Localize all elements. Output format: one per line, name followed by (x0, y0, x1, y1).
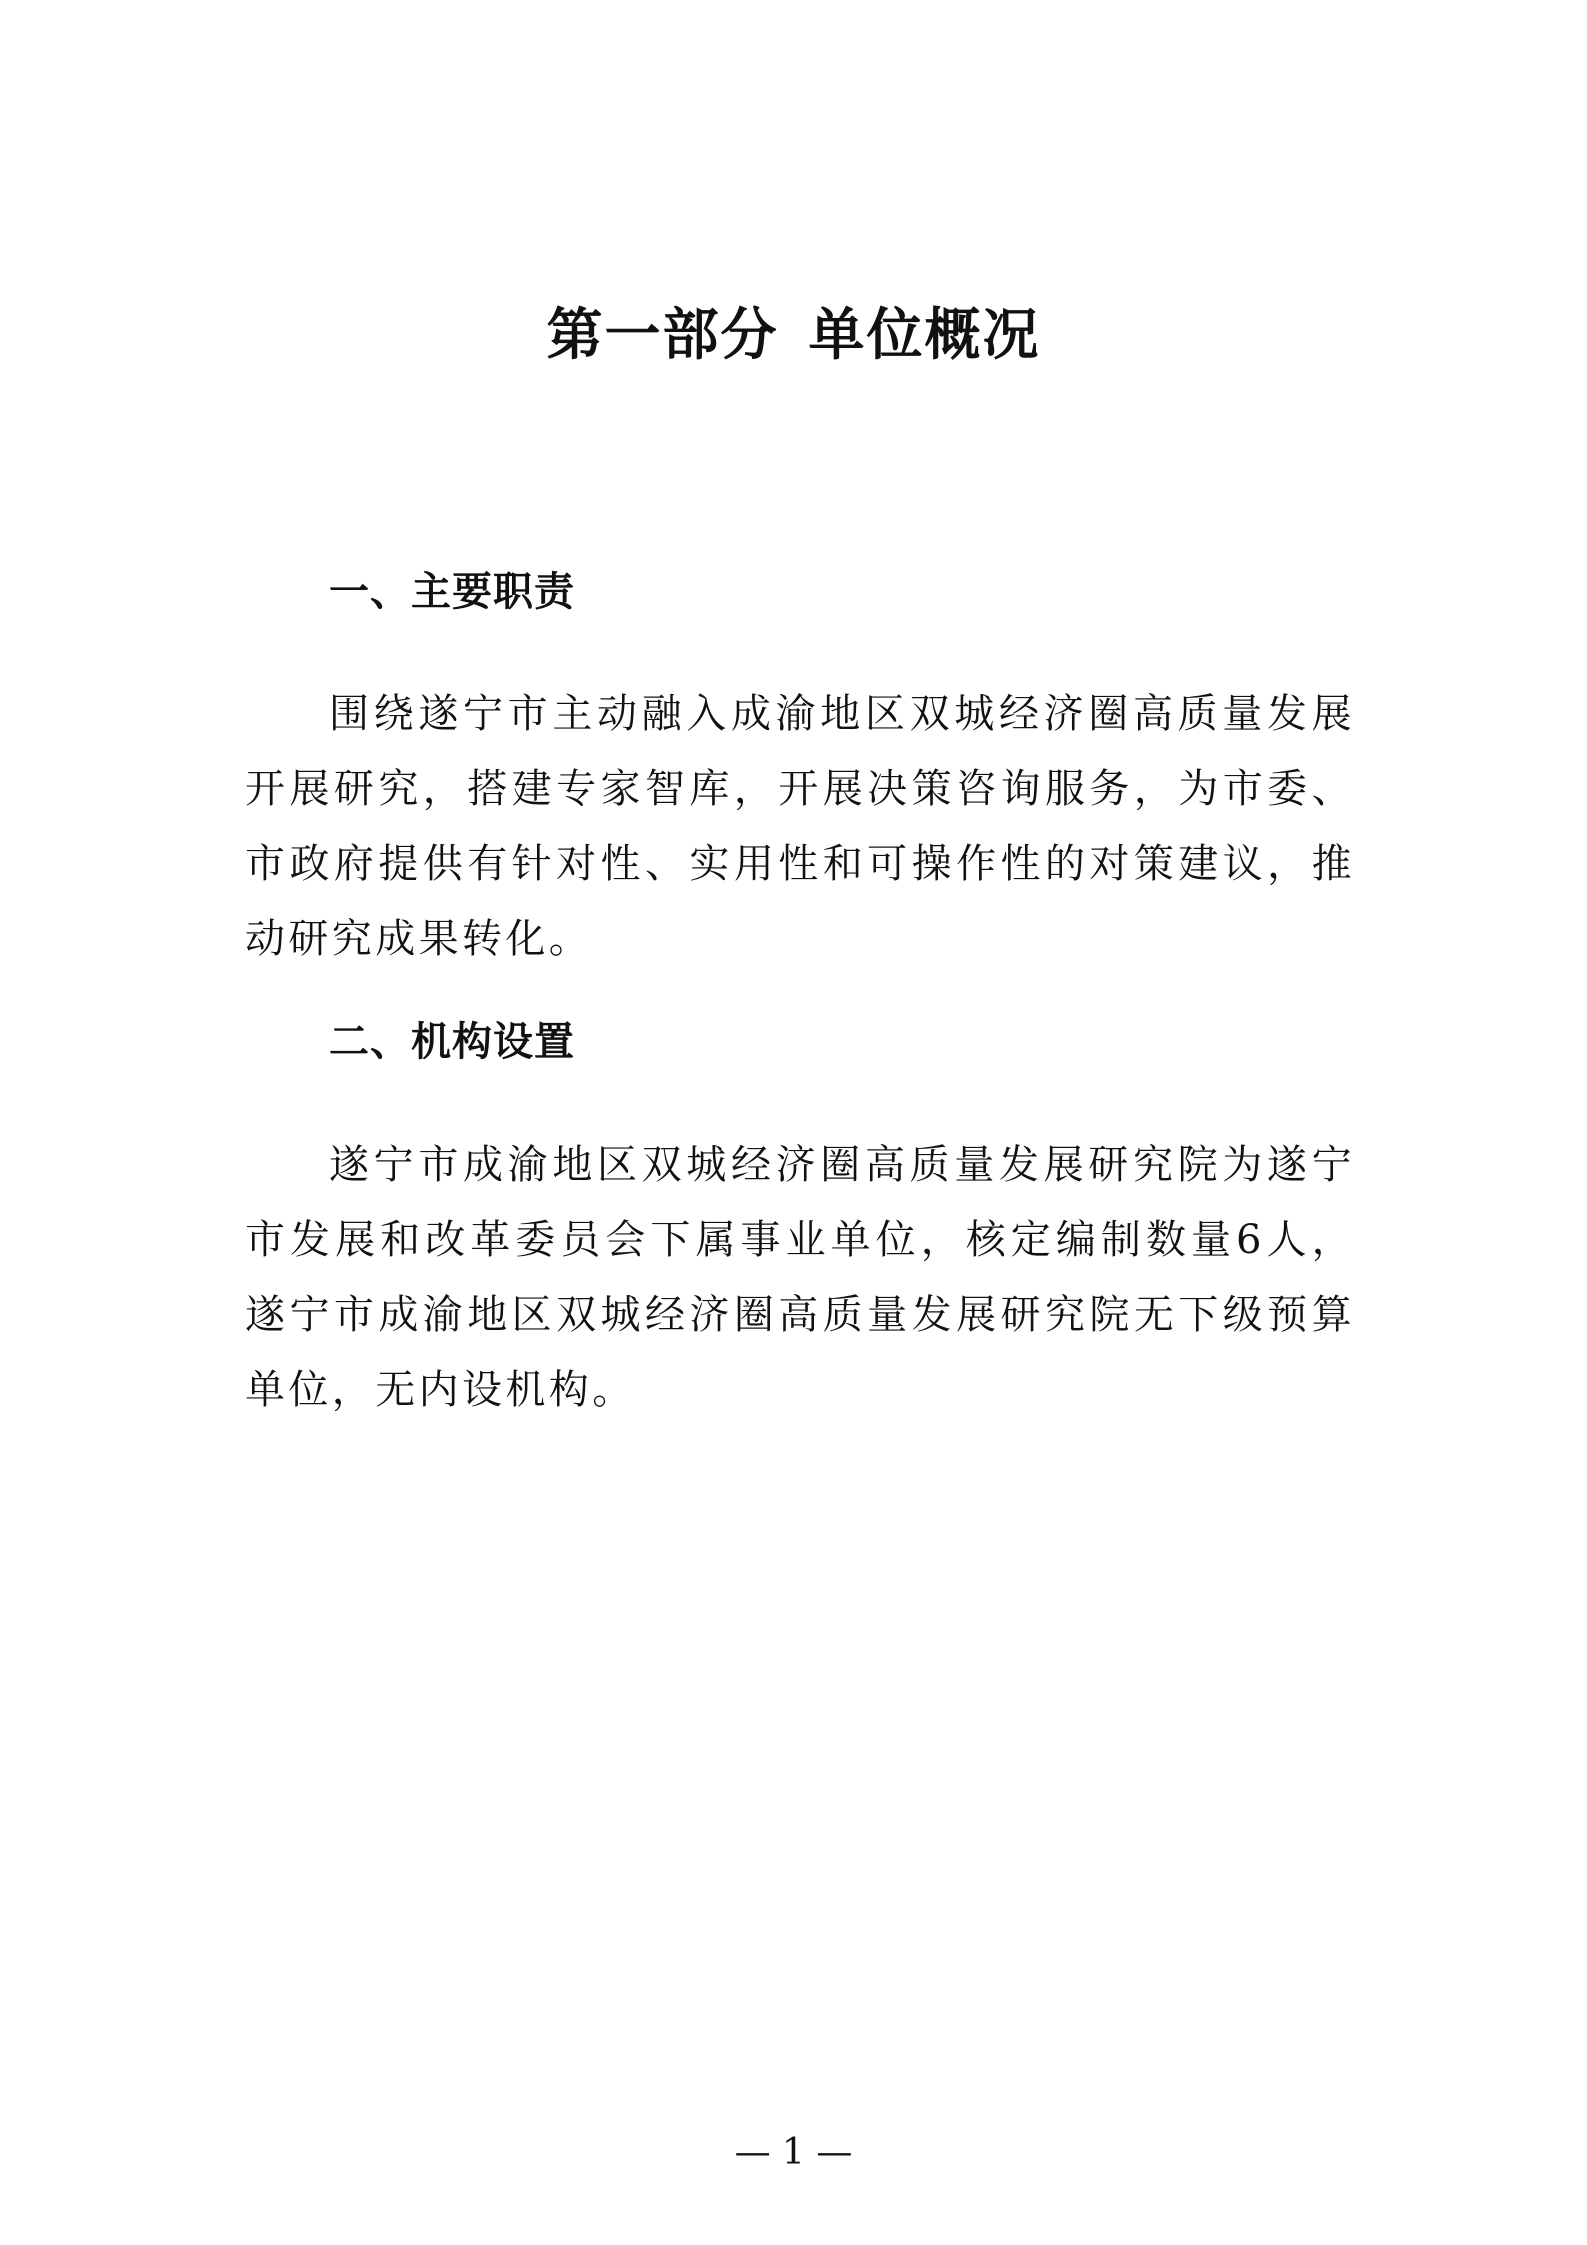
section-heading-duties: 一、主要职责 (329, 569, 575, 615)
section-paragraph-organization: 遂宁市成渝地区双城经济圈高质量发展研究院为遂宁市发展和改革委员会下属事业单位，核定编制数量6人，遂宁市成渝地区双城经济圈高质量发展研究院无下级预算单位，无内设机构。 (245, 1142, 1355, 1413)
page-title-name: 单位概况 (808, 303, 1041, 368)
section-paragraph-duties: 围绕遂宁市主动融入成渝地区双城经济圈高质量发展开展研究，搭建专家智库，开展决策咨询服务，为市委、市政府提供有针对性、实用性和可操作性的对策建议，推动研究成果转化。 (245, 691, 1355, 962)
page-title (0, 296, 1587, 376)
section-heading-organization: 二、机构设置 (329, 1019, 575, 1065)
page-title-part: 第一部分 (546, 303, 779, 368)
page-number: — 1 — (734, 2132, 853, 2173)
